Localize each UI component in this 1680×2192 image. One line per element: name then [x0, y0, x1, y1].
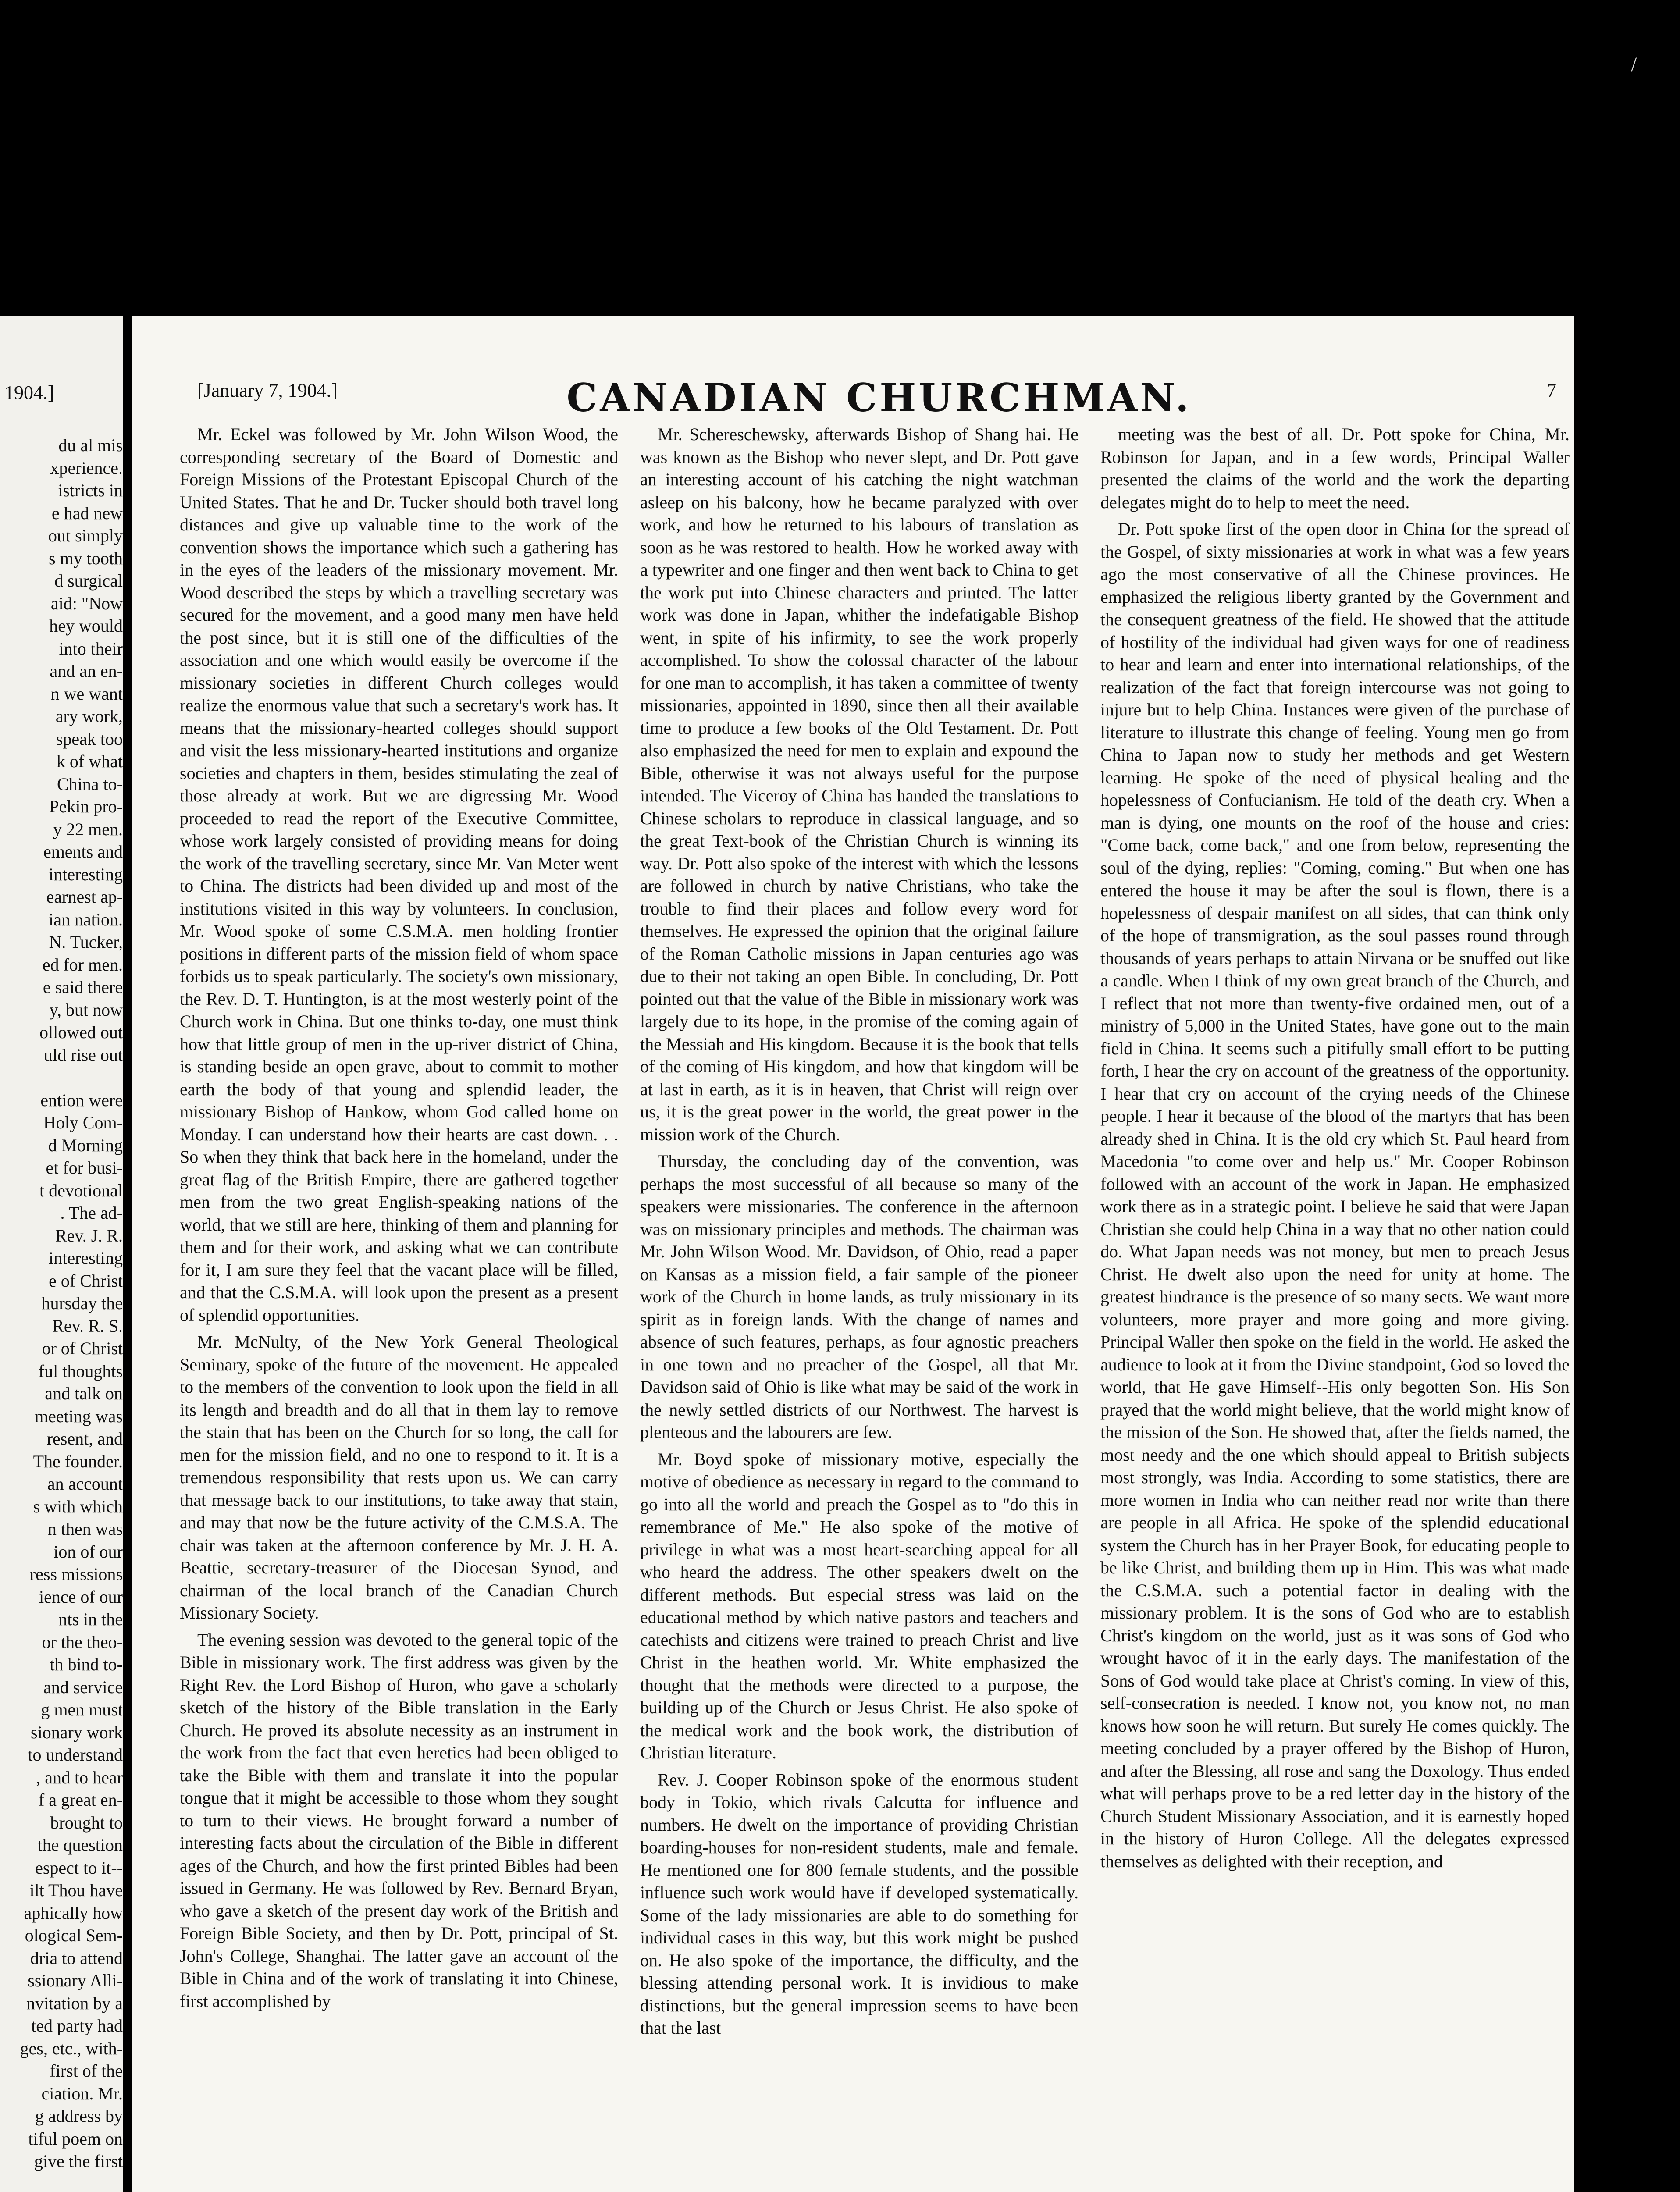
- adjacent-page-line: ful thoughts: [38, 1361, 123, 1381]
- adjacent-page-line: . The ad-: [60, 1203, 123, 1223]
- article-paragraph: meeting was the best of all. Dr. Pott spoke for China, Mr. Robinson for Japan, and in a few words, Principal Waller presented the claims of the world and the work the departing delegates might do to help to meet the need.: [1100, 424, 1570, 512]
- adjacent-page-line: ssionary Alli-: [28, 1971, 123, 1990]
- column-2: [640, 423, 1078, 2192]
- column-1: [180, 423, 618, 2192]
- adjacent-page-line: aphically how: [24, 1903, 123, 1923]
- adjacent-page-line: ges, etc., with-: [20, 2038, 123, 2058]
- adjacent-page-line: ological Sem-: [25, 1925, 123, 1945]
- adjacent-page-line: hursday the: [41, 1293, 123, 1313]
- adjacent-page-header: 1904.]: [4, 382, 54, 403]
- adjacent-page-line: ion of our: [53, 1541, 123, 1562]
- adjacent-page-line: Rev. R. S.: [52, 1316, 123, 1336]
- adjacent-page-line: [0, 1066, 123, 1089]
- newspaper-page: [132, 316, 1574, 2192]
- adjacent-page-line: ian nation.: [49, 909, 123, 929]
- adjacent-page-fragment: [0, 316, 123, 2192]
- adjacent-page-line: The founder.: [33, 1451, 123, 1471]
- adjacent-page-line: du al mis: [58, 435, 123, 455]
- adjacent-page-line: first of the: [50, 2061, 123, 2081]
- corner-mark: /: [1631, 53, 1637, 76]
- adjacent-page-line: out simply: [48, 526, 123, 545]
- adjacent-page-line: y, but now: [49, 1000, 123, 1020]
- adjacent-page-line: Holy Com-: [43, 1113, 123, 1132]
- adjacent-page-line: t devotional: [39, 1180, 123, 1200]
- adjacent-page-line: , and to hear: [36, 1767, 123, 1787]
- article-paragraph: Mr. Schereschewsky, afterwards Bishop of Shang hai. He was known as the Bishop who never slept, and Dr. Pott gave an interesting account of his catching the night watchman asleep on his balcony, how he became paralyzed with over work, and how he returned to his labours of translation as soon as he was restored to health. How he worked away with a typewriter and one finger and then went back to China to get the work put into Chinese characters and printed. The latter work was done in Japan, whither the indefatigable Bishop went, in spite of his infirmity, to see the work properly accomplished. To show the colossal character of the labour for one man to accomplish, it has taken a committee of twenty missionaries, appointed in 1890, since then all their available time to produce a few books of the Old Testament. Dr. Pott also emphasized the need for men to explain and expound the Bible, otherwise it was not always useful for the purpose intended. The Viceroy of China has handed the translations to Chinese scholars to reproduce in classical language, and so the great Text-book of the Christian Church is winning its way. Dr. Pott also spoke of the interest with which the lessons are followed in church by native Christians, who take the trouble to find their places and follow every word for themselves. He expressed the opinion that the original failure of the Roman Catholic missions in Japan centuries ago was due to their not taking an open Bible. In concluding, Dr. Pott pointed out that the value of the Bible in missionary work was largely due to its hope, in the promise of the coming again of the Messiah and His kingdom. Because it is the book that tells of the coming of His kingdom, and how that kingdom will be at last in earth, as it is in heaven, that Christ will reign over us, it is the great power in the world, the great power in the mission work of the Church.: [640, 424, 1078, 1144]
- adjacent-page-line: istricts in: [58, 480, 123, 500]
- adjacent-page-line: ements and: [43, 842, 123, 861]
- adjacent-page-line: N. Tucker,: [49, 932, 123, 952]
- adjacent-page-line: and service: [43, 1677, 123, 1697]
- adjacent-page-line: y 22 men.: [53, 819, 123, 839]
- article-paragraph: Mr. Boyd spoke of missionary motive, especially the motive of obedience as necessary in regard to the command to go into all the world and preach the Gospel as to "do this in remembrance of Me." He also spoke of the motive of privilege in what was a most heart-searching appeal for all who heard the address. The other speakers dwelt on the different methods. But especial stress was laid on the educational method by which native pastors and teachers and catechists and citizens were trained to preach Christ and live Christ in the heathen world. Mr. White emphasized the thought that the methods were directed to a purpose, the building up of the Church or Jesus Christ. He also spoke of the medical work and the book work, the distribution of Christian literature.: [640, 1449, 1078, 1762]
- adjacent-page-line: ience of our: [39, 1587, 123, 1607]
- adjacent-page-line: ary work,: [55, 706, 123, 726]
- adjacent-page-line: ted party had: [31, 2016, 123, 2035]
- article-paragraph: The evening session was devoted to the general topic of the Bible in missionary work. The first address was given by the Right Rev. the Lord Bishop of Huron, who gave a scholarly sketch of the history of the Bible translation in the Early Church. He proved its absolute necessity as an instrument in the work from the fact that even heretics had been obliged to take the Bible with them and translate it into the popular tongue that it might be accessible to those whom they sought to turn to their views. He brought forward a number of interesting facts about the circulation of the Bible in different ages of the Church, and how the first printed Bibles had been issued in Germany. He was followed by Rev. Bernard Bryan, who gave a sketch of the present day work of the British and Foreign Bible Society, and then by Dr. Pott, principal of St. John's College, Shanghai. The latter gave an account of the Bible in China and of the work of translating it into Chinese, first accomplished by: [180, 1630, 618, 2011]
- adjacent-page-line: to understand: [28, 1745, 123, 1765]
- adjacent-page-line: or the theo-: [42, 1632, 123, 1652]
- adjacent-page-line: China to-: [57, 774, 123, 794]
- adjacent-page-line: sionary work: [31, 1722, 123, 1742]
- adjacent-page-line: e of Christ: [49, 1270, 123, 1291]
- article-paragraph: Mr. Eckel was followed by Mr. John Wilson Wood, the corresponding secretary of the Board of Domestic and Foreign Missions of the Protestant Episcopal Church of the United States. That he and Dr. Tucker should both travel long distances and give up valuable time to the work of the convention shows the importance which such a gathering has in the eyes of the leaders of the missionary movement. Mr. Wood described the steps by which a travelling secretary was secured for the movement, and a good many men have held the post since, but it is still one of the difficulties of the association and one which would easily be overcome if the missionary societies in different Church colleges would realize the enormous value that such a secretary's work has. It means that the missionary-hearted colleges should support and visit the less missionary-hearted institutions and organize societies and chapters in them, besides stimulating the zeal of those already at work. But we are digressing Mr. Wood proceeded to read the report of the Executive Committee, whose work largely consisted of providing means for doing the work of the travelling secretary, since Mr. Van Meter went to China. The districts had been divided up and most of the institutions visited in this way by volunteers. In conclusion, Mr. Wood spoke of some C.S.M.A. men holding frontier positions in different parts of the mission field of whom space forbids us to speak particularly. The society's own missionary, the Rev. D. T. Huntington, is at the most westerly point of the Church work in China. But one thinks to-day, one must think how that little group of men in the up-river district of China, is standing beside an open grave, about to commit to mother earth the body of that young and splendid leader, the missionary Bishop of Hankow, whom God called home on Monday. I can understand how their hearts are cast down. . . So when they think that back here in the homeland, under the great flag of the British Empire, there are gathered together men from the two great English-speaking nations of the world, that we still are here, thinking of them and planning for them and for their work, and asking what we can contribute for it, I am sure they feel that the vacant place will be filled, and that the C.S.M.A. will look upon the present as a present of splendid opportunities.: [180, 424, 618, 1325]
- adjacent-page-line: f a great en-: [38, 1790, 123, 1810]
- column-3: [1100, 423, 1570, 2192]
- adjacent-page-line: ollowed out: [39, 1022, 123, 1042]
- adjacent-page-line: g men must: [41, 1700, 123, 1719]
- adjacent-page-line: the question: [37, 1835, 123, 1855]
- adjacent-page-line: and an en-: [50, 661, 123, 681]
- adjacent-page-line: d surgical: [54, 571, 123, 591]
- adjacent-page-line: brought to: [50, 1812, 123, 1833]
- adjacent-page-lines: [0, 434, 123, 2192]
- adjacent-page-line: aid: "Now: [50, 593, 123, 613]
- adjacent-page-line: resent, and: [46, 1429, 123, 1448]
- adjacent-page-line: and talk on: [45, 1384, 123, 1403]
- adjacent-page-line: n then was: [47, 1519, 123, 1539]
- adjacent-page-line: [0, 2173, 123, 2192]
- page-header: [197, 375, 1561, 423]
- adjacent-page-line: uld rise out: [44, 1045, 123, 1065]
- article-paragraph: Rev. J. Cooper Robinson spoke of the enormous student body in Tokio, which rivals Calcutta for influence and numbers. He dwelt on the importance of providing Christian boarding-houses for non-resident students, male and female. He mentioned one for 800 female students, and the possible influence such work would have if developed systematically. Some of the lady missionaries are able to do something for individual cases in this way, but this work might be pushed on. He also spoke of the importance, the difficulty, and the blessing attending personal work. It is invidious to make distinctions, but the general impression seems to have been that the last: [640, 1769, 1078, 2038]
- adjacent-page-line: nvitation by a: [26, 1993, 123, 2013]
- adjacent-page-line: nts in the: [58, 1609, 123, 1629]
- adjacent-page-line: give the first: [34, 2151, 123, 2171]
- adjacent-page-line: Pekin pro-: [49, 797, 123, 816]
- adjacent-page-line: interesting: [49, 1248, 123, 1268]
- adjacent-page-line: s with which: [33, 1496, 123, 1516]
- article-paragraph: Dr. Pott spoke first of the open door in China for the spread of the Gospel, of sixty missionaries at work in what was a few years ago the most conservative of all the Chinese provinces. He emphasized the religious liberty granted by the Government and the consequent greatness of the field. He showed that the attitude of hostility of the individual had given ways for one of readiness to hear and learn and enter into international relationships, of the realization of the fact that foreign intercourse was not going to injure but to help China. Instances were given of the purchase of literature to illustrate this change of feeling. Young men go from China to Japan now to study her methods and get Western learning. He spoke of the need of physical healing and the hopelessness of Confucianism. He told of the death cry. When a man is dying, one mounts on the roof of the house and cries: "Come back, come back," and one from below, representing the soul of the dying, replies: "Coming, coming." But when one has entered the house it may be after the soul is flown, there is a hopelessness of despair manifest on all sides, that can think only of the hope of transmigration, as the soul passes round through thousands of years perhaps to attain Nirvana or be snuffed out like a candle. When I think of my own great branch of the Church, and I reflect that not more than twenty-five ordained men, out of a ministry of 5,000 in the United States, have gone out to the main field in China. It seems such a pitifully small effort to be putting forth, I hear the cry on account of the greatness of the opportunity. I hear that cry on account of the crying needs of the Chinese people. I hear it because of the blood of the martyrs that has been already shed in China. It is the old cry which St. Paul heard from Macedonia "to come over and help us." Mr. Cooper Robinson followed with an account of the work in Japan. He emphasized work there as in a strategic point. I believe he said that were Japan Christian she could help China in a way that no other nation could do. What Japan needs was not money, but men to preach Jesus Christ. He dwelt also upon the need for unity at home. The greatest hindrance is the presence of so many sects. We want more volunteers, more prayer and more going and more giving. Principal Waller then spoke on the field in the world. He asked the audience to look at it from the Divine standpoint, God so loved the world, that He gave Himself--His only begotten Son. His Son prayed that the world might believe, that the world might know of the mission of the Son. He showed that, after the fields named, the most needy and the one which should appeal to British subjects most strongly, was India. According to some statistics, there are more women in India who can neither read nor write than there are people in all Africa. He spoke of the splendid educational system the Church has in her Prayer Book, for educating people to be like Christ, and building them up in Him. This was what made the C.S.M.A. such a potential factor in dealing with the missionary problem. It is the sons of God who are to establish Christ's kingdom on the world, just as it was sons of God who wrought havoc of it in the early days. The manifestation of the Sons of God would take place at Christ's coming. In view of this, self-consecration is needed. I know not, you know not, no man knows how soon he will return. But surely He comes quickly. The meeting concluded by a prayer offered by the Bishop of Huron, and after the Blessing, all rose and sang the Doxology. Thus ended what will perhaps prove to be a red letter day in the history of the Church Student Missionary Association, and it is earnestly hoped in the history of Huron College. All the delegates expressed themselves as delighted with their reception, and: [1100, 519, 1570, 1871]
- adjacent-page-line: ed for men.: [42, 954, 123, 975]
- adjacent-page-line: xperience.: [50, 458, 123, 478]
- adjacent-page-line: et for busi-: [46, 1158, 123, 1178]
- adjacent-page-line: n we want: [50, 683, 123, 704]
- adjacent-page-line: meeting was: [34, 1406, 123, 1426]
- adjacent-page-line: e said there: [43, 977, 123, 997]
- adjacent-page-line: interesting: [49, 864, 123, 884]
- adjacent-page-line: g address by: [35, 2106, 123, 2126]
- article-paragraph: Thursday, the concluding day of the convention, was perhaps the most successful of all because so many of the speakers were missionaries. The conference in the afternoon was on missionary principles and methods. The chairman was Mr. John Wilson Wood. Mr. Davidson, of Ohio, read a paper on Kansas as a mission field, a fair sample of the pioneer work of the Church in home lands, as truly missionary in its spirit as in foreign lands. With the change of names and absence of such features, perhaps, as four agnostic preachers in one town and no preacher of the Gospel, all that Mr. Davidson said of Ohio is like what may be said of the work in the newly settled districts of our Northwest. The harvest is plenteous and the labourers are few.: [640, 1151, 1078, 1442]
- adjacent-page-line: th bind to-: [50, 1655, 123, 1674]
- adjacent-page-line: earnest ap-: [46, 887, 123, 907]
- adjacent-page-line: hey would: [49, 616, 123, 636]
- adjacent-page-line: ilt Thou have: [29, 1880, 123, 1900]
- masthead-title: CANADIAN CHURCHMAN.: [566, 375, 1192, 420]
- adjacent-page-line: dria to attend: [30, 1948, 123, 1968]
- adjacent-page-line: ention were: [40, 1090, 123, 1110]
- adjacent-page-line: into their: [59, 638, 123, 658]
- adjacent-page-line: s my tooth: [49, 548, 123, 568]
- adjacent-page-line: k of what: [56, 751, 123, 771]
- adjacent-page-line: d Morning: [48, 1135, 123, 1155]
- adjacent-page-line: speak too: [56, 729, 123, 749]
- article-paragraph: Mr. McNulty, of the New York General Theological Seminary, spoke of the future of the movement. He appealed to the members of the convention to look upon the field in all its length and breadth and do all that in them lay to remove the stain that has been on the Church for so long, the call for men for the mission field, and no one to respond to it. It is a tremendous responsibility that rests upon us. We can carry that message back to our institutions, to take away that stain, and may that now be the future activity of the C.M.S.A. The chair was taken at the afternoon conference by Mr. J. H. A. Beattie, secretary-treasurer of the Diocesan Synod, and chairman of the local branch of the Canadian Church Missionary Society.: [180, 1332, 618, 1623]
- adjacent-page-line: or of Christ: [42, 1338, 123, 1358]
- issue-date: [January 7, 1904.]: [197, 380, 338, 401]
- adjacent-page-line: tiful poem on: [28, 2128, 123, 2149]
- adjacent-page-line: Rev. J. R.: [55, 1225, 123, 1245]
- adjacent-page-line: ciation. Mr.: [41, 2083, 123, 2103]
- page-number: 7: [1547, 380, 1556, 401]
- adjacent-page-line: an account: [47, 1474, 123, 1494]
- adjacent-page-line: e had new: [51, 503, 123, 523]
- adjacent-page-line: espect to it--: [35, 1858, 123, 1878]
- adjacent-page-line: ress missions: [29, 1564, 123, 1584]
